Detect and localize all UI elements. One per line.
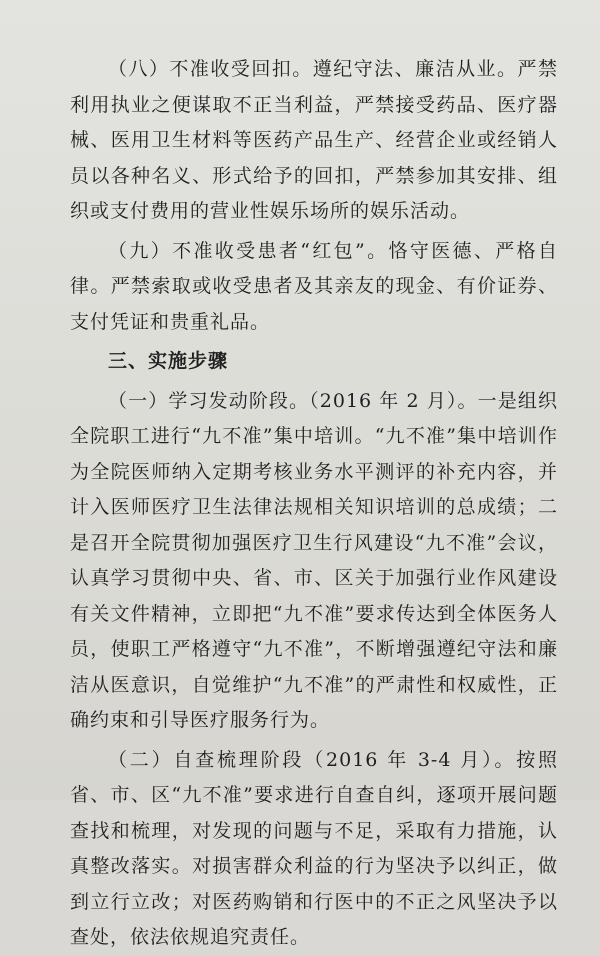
section-heading-implementation-steps: 三、实施步骤	[108, 350, 229, 372]
paragraph-item-9: （九）不准收受患者“红包”。恪守医德、严格自律。严禁索取或收受患者及其亲友的现金、有价证券、支付凭证和贵重礼品。	[70, 239, 558, 333]
paragraph-item-8: （八）不准收受回扣。遵纪守法、廉洁从业。严禁利用执业之便谋取不正当利益，严禁接受药品、医疗器械、医用卫生材料等医药产品生产、经营企业或经销人员以各种名义、形式给予的回扣，严禁参加其安排、组织或支付费用的营业性娱乐场所的娱乐活动。	[70, 58, 558, 222]
paragraph-step-1: （一）学习发动阶段。（2016 年 2 月）。一是组织全院职工进行“九不准”集中培训。“九不准”集中培训作为全院医师纳入定期考核业务水平测评的补充内容，并计入医师医疗卫生法律法规相关知识培训的总成绩；二是召开全院贯彻加强医疗卫生行风建设“九不准”会议，认真学习贯彻中央、省、市、区关于加强行业作风建设有关文件精神，立即把“九不准”要求传达到全体医务人员，使职工严格遵守“九不准”，不断增强遵纪守法和廉洁从医意识，自觉维护“九不准”的严肃性和权威性，正确约束和引导医疗服务行为。	[70, 389, 558, 731]
paragraph-step-2: （二）自查梳理阶段（2016 年 3-4 月）。按照省、市、区“九不准”要求进行自查自纠，逐项开展问题查找和梳理，对发现的问题与不足，采取有力措施，认真整改落实。对损害群众利益的行为坚决予以纠正，做到立行立改；对医药购销和行医中的不正之风坚决予以查处，依法依规追究责任。	[70, 748, 558, 948]
